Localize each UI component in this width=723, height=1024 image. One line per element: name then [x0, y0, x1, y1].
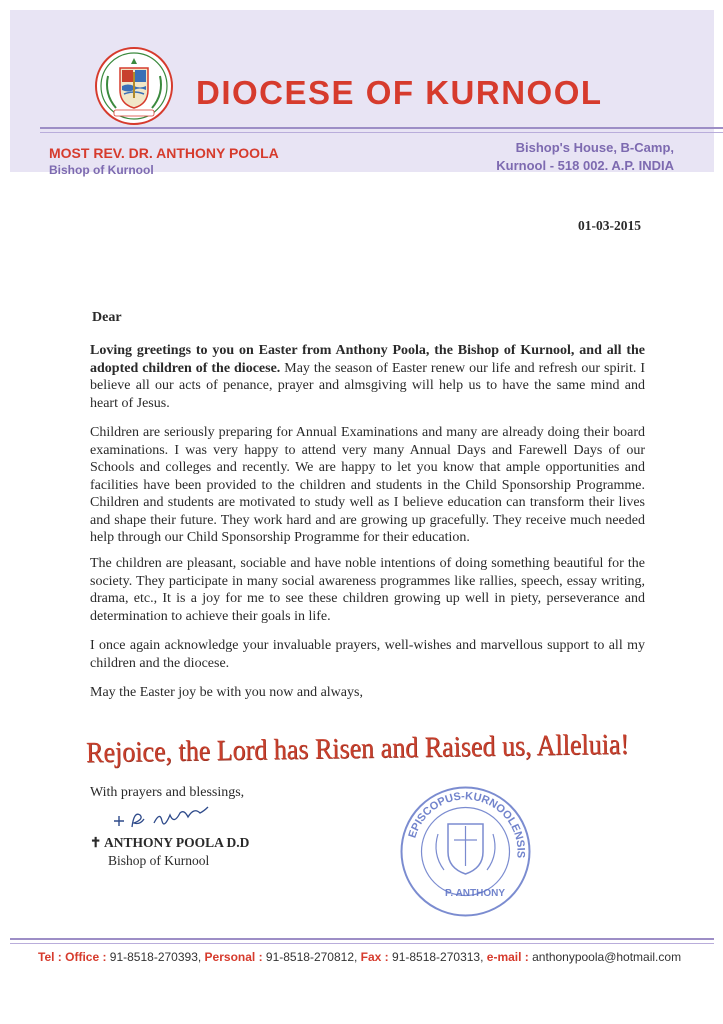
greeting-bold: Loving greetings to you on Easter from Anthony Poola, the Bishop of Kurnool, and all the adopted children of the diocese.: [90, 343, 645, 376]
personal-label: Personal :: [204, 950, 263, 964]
address-line-2: Kurnool - 518 002. A.P. INDIA: [496, 158, 674, 173]
bishop-name: MOST REV. DR. ANTHONY POOLA: [49, 145, 279, 161]
footer-rule-thin: [10, 943, 714, 944]
personal-value: 91-8518-270812,: [262, 950, 361, 964]
address-line-1: Bishop's House, B-Camp,: [515, 140, 674, 155]
salutation: Dear: [92, 310, 122, 325]
tel-value: 91-8518-270393,: [106, 950, 205, 964]
paragraph-examinations: Children are seriously preparing for Annual Examinations and many are already doing their board examinations. I was very happy to attend very many Annual Days and Farewell Days of our Schools and colleges and recently. We are happy to let you know that ample opportunities and facilities have been provided to the children and students in the Child Sponsorship Programme. Children and students are motivated to study well as I believe education can transform their lives and shape their future. They work hard and are growing up gracefully. They receive much needed help through our Child Sponsorship Programme for their education.: [90, 425, 645, 545]
letterhead-band: [10, 10, 714, 177]
tel-label: Tel : Office :: [38, 950, 107, 964]
signatory-name: ✝ ANTHONY POOLA D.D: [90, 835, 250, 850]
footer-rule: [10, 938, 714, 940]
handwritten-signature: [110, 805, 220, 833]
fax-value: 91-8518-270313,: [388, 950, 487, 964]
signatory-role: Bishop of Kurnool: [108, 853, 210, 868]
paragraph-greeting: [90, 342, 645, 412]
diocese-crest-logo: [94, 46, 174, 126]
letter-date: 01-03-2015: [578, 218, 641, 233]
bishop-seal-stamp: [398, 784, 533, 919]
header-rule-thin: [40, 132, 723, 133]
svg-text:EPISCOPUS-KURNOOLENSIS: EPISCOPUS-KURNOOLENSIS: [406, 790, 527, 859]
fax-label: Fax :: [360, 950, 389, 964]
email-link[interactable]: anthonypoola@hotmail.com: [528, 950, 682, 964]
paragraph-easter-wish: May the Easter joy be with you now and always,: [90, 685, 363, 700]
footer-contacts: [38, 950, 681, 964]
paragraph-acknowledgement: I once again acknowledge your invaluable prayers, well-wishes and marvellous support to all my children and the diocese.: [90, 638, 645, 671]
bishop-role: Bishop of Kurnool: [49, 163, 154, 177]
paragraph-children: The children are pleasant, sociable and have noble intentions of doing something beautiful for the society. They participate in many social awareness programmes like rallies, speech, essay writing, drama, etc., It is a joy for me to see these children growing up well in piety, perseverance and determination to achieve their goals in life.: [90, 556, 645, 624]
greeting-rest: May the season of Easter renew our life and refresh our spirit. I believe all our acts of penance, prayer and almsgiving will help us to have the same mind and heart of Jesus.: [90, 360, 645, 411]
easter-motto: Rejoice, the Lord has Risen and Raised us, Alleluia!: [85, 727, 630, 769]
email-label: e-mail :: [486, 950, 529, 964]
closing-line: With prayers and blessings,: [90, 785, 245, 800]
header-rule: [40, 127, 723, 129]
svg-text:P. ANTHONY: P. ANTHONY: [445, 888, 506, 899]
diocese-title: DIOCESE OF KURNOOL: [196, 74, 603, 111]
